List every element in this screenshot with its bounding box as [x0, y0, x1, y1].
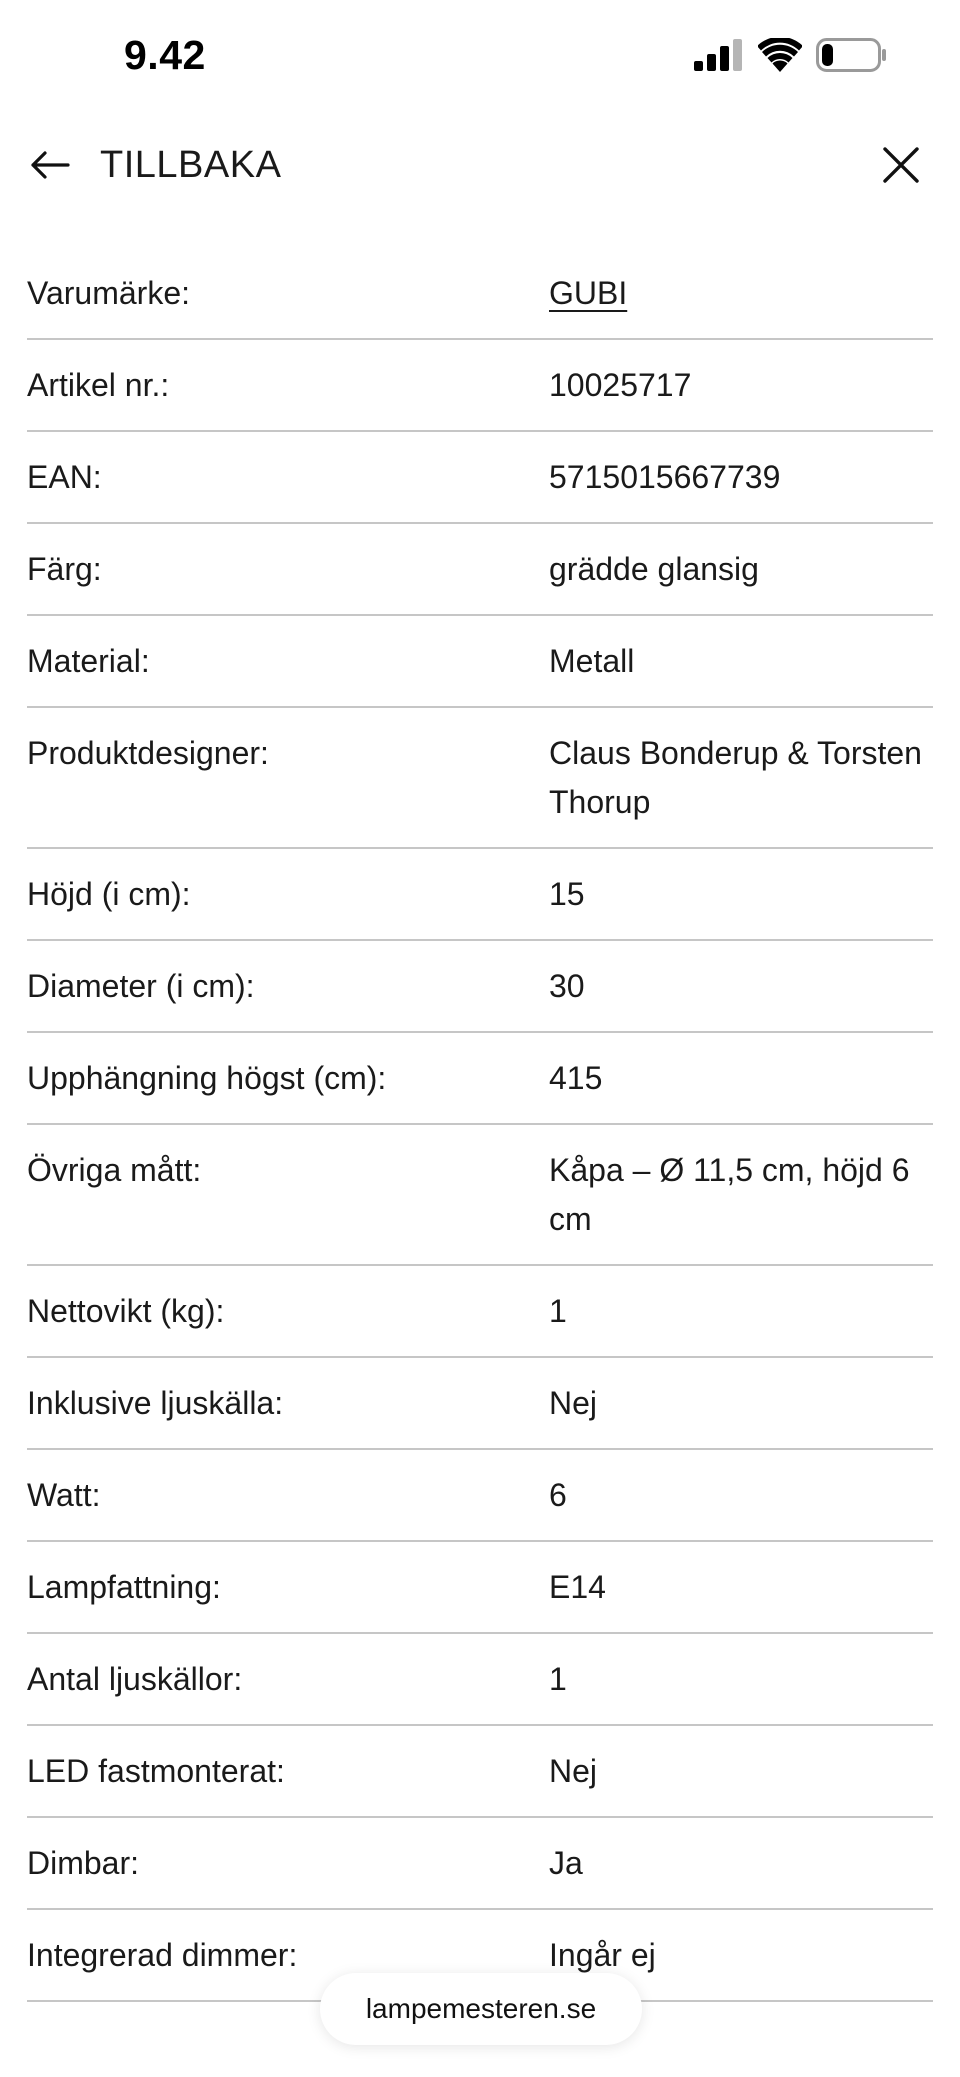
spec-row: [27, 1634, 933, 1726]
spec-value: E14: [549, 1569, 606, 1605]
spec-value: 5715015667739: [549, 459, 781, 495]
spec-value: Metall: [549, 643, 635, 679]
spec-value: 15: [549, 876, 585, 912]
spec-value: Claus Bonderup & Torsten Thorup: [549, 735, 922, 820]
spec-value: 415: [549, 1060, 603, 1096]
spec-value: 30: [549, 968, 585, 1004]
spec-label: Inklusive ljuskälla:: [27, 1385, 284, 1421]
spec-label: Produktdesigner:: [27, 735, 269, 771]
spec-label: Övriga mått:: [27, 1152, 202, 1188]
status-time: 9.42: [124, 32, 206, 78]
brand-link[interactable]: GUBI: [549, 275, 628, 311]
spec-label: Lampfattning:: [27, 1569, 221, 1605]
spec-value: Kåpa – Ø 11,5 cm, höjd 6 cm: [549, 1152, 910, 1237]
arrow-left-icon: [30, 150, 70, 180]
spec-row: [27, 1125, 933, 1266]
nav-bar: [0, 128, 960, 202]
spec-row: [27, 849, 933, 941]
wifi-icon: [758, 38, 802, 72]
spec-label: LED fastmonterat:: [27, 1753, 285, 1789]
cellular-signal-icon: [694, 39, 744, 71]
spec-value: 1: [549, 1661, 567, 1697]
spec-row: [27, 340, 933, 432]
spec-row: [27, 1358, 933, 1450]
spec-row: [27, 1542, 933, 1634]
spec-value: 6: [549, 1477, 567, 1513]
spec-row: [27, 616, 933, 708]
spec-label: Diameter (i cm):: [27, 968, 255, 1004]
spec-label: Färg:: [27, 551, 102, 587]
spec-label: Material:: [27, 643, 150, 679]
spec-label: Antal ljuskällor:: [27, 1661, 243, 1697]
spec-row: [27, 1266, 933, 1358]
spec-label: Watt:: [27, 1477, 101, 1513]
spec-row: [27, 941, 933, 1033]
battery-icon: [816, 38, 888, 72]
spec-row: [27, 1818, 933, 1910]
status-icons: [694, 38, 888, 72]
browser-url: lampemesteren.se: [365, 1993, 597, 2024]
spec-row: [27, 524, 933, 616]
spec-row: [27, 1726, 933, 1818]
spec-row: [27, 708, 933, 849]
spec-label: Integrerad dimmer:: [27, 1937, 298, 1973]
browser-url-bar[interactable]: [320, 1973, 642, 2045]
close-icon: [876, 140, 926, 190]
spec-label: Höjd (i cm):: [27, 876, 191, 912]
spec-label: Artikel nr.:: [27, 367, 170, 403]
spec-value: Ja: [549, 1845, 583, 1881]
spec-label: Upphängning högst (cm):: [27, 1060, 387, 1096]
spec-value: grädde glansig: [549, 551, 759, 587]
spec-label: Dimbar:: [27, 1845, 140, 1881]
spec-row: [27, 1033, 933, 1125]
spec-label: Nettovikt (kg):: [27, 1293, 225, 1329]
spec-value: Nej: [549, 1753, 598, 1789]
spec-table: [27, 248, 933, 2002]
spec-value: 10025717: [549, 367, 692, 403]
back-label: TILLBAKA: [100, 143, 282, 186]
status-bar: [0, 0, 960, 116]
spec-label: Varumärke:: [27, 275, 191, 311]
spec-row: [27, 1450, 933, 1542]
spec-value: Ingår ej: [549, 1937, 656, 1973]
spec-label: EAN:: [27, 459, 102, 495]
spec-value: 1: [549, 1293, 567, 1329]
spec-value: Nej: [549, 1385, 598, 1421]
close-button[interactable]: [876, 140, 926, 190]
spec-row: [27, 248, 933, 340]
spec-row: [27, 432, 933, 524]
back-button[interactable]: [30, 136, 281, 194]
